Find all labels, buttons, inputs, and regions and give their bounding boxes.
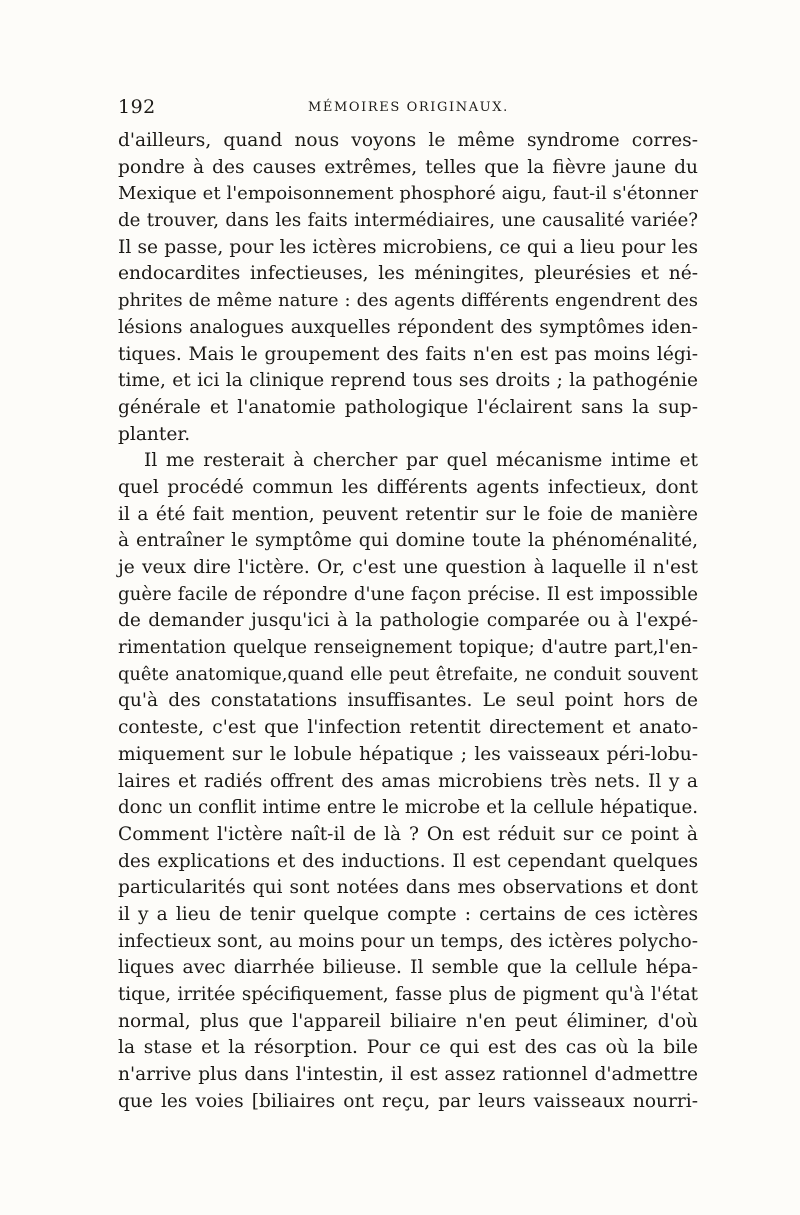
text-line: guère facile de répondre d'une façon précise. Il est impossible — [118, 583, 698, 605]
text-line: d'ailleurs, quand nous voyons le même syndrome corres- — [118, 130, 698, 151]
text-line: infectieux sont, au moins pour un temps, des ictères polycho- — [118, 930, 698, 952]
text-line: quel procédé commun les différents agents infectieux, dont — [118, 476, 698, 498]
text-line: qu'à des constatations insuffisantes. Le seul point hors de — [118, 690, 698, 712]
text-line: phrites de même nature : des agents différents engendrent des — [118, 290, 698, 312]
text-line: il a été fait mention, peuvent retentir sur le foie de manière — [118, 503, 698, 525]
text-line: endocardites infectieuses, les méningites, pleurésies et né- — [118, 263, 698, 285]
text-line: la stase et la résorption. Pour ce qui est des cas où la bile — [118, 1037, 698, 1059]
text-line: particularités qui sont notées dans mes observations et dont — [118, 877, 698, 899]
text-line: tique, irritée spécifiquement, fasse plus de pigment qu'à l'état — [118, 984, 698, 1005]
page-number: 192 — [118, 96, 156, 118]
text-line: n'arrive plus dans l'intestin, il est assez rationnel d'admettre — [118, 1064, 698, 1086]
text-line: planter. — [118, 423, 191, 445]
text-line: normal, plus que l'appareil biliaire n'en peut éliminer, d'où — [118, 1010, 698, 1032]
running-head: MÉMOIRES ORIGINAUX. — [308, 100, 509, 115]
text-line: rimentation quelque renseignement topique; d'autre part,l'en- — [118, 637, 698, 659]
text-line: lésions analogues auxquelles répondent des symptômes iden- — [118, 316, 698, 338]
text-line: tiques. Mais le groupement des faits n'en est pas moins légi- — [118, 343, 698, 365]
text-line: laires et radiés offrent des amas microbiens très nets. Il y a — [118, 770, 698, 792]
text-line: que les voies [biliaires ont reçu, par leurs vaisseaux nourri- — [118, 1090, 698, 1112]
text-line: à entraîner le symptôme qui domine toute la phénoménalité, — [118, 530, 698, 552]
text-line: générale et l'anatomie pathologique l'éclairent sans la sup- — [118, 396, 698, 418]
text-line: donc un conflit intime entre le microbe et la cellule hépatique. — [118, 797, 698, 819]
text-line: Comment l'ictère naît-il de là ? On est réduit sur ce point à — [118, 823, 698, 845]
body-text — [118, 128, 698, 1115]
text-line: de trouver, dans les faits intermédiaires, une causalité variée? — [118, 210, 698, 232]
text-line: Il me resterait à chercher par quel mécanisme intime et — [144, 450, 698, 472]
text-line: time, et ici la clinique reprend tous ses droits ; la pathogénie — [118, 370, 698, 392]
text-line: miquement sur le lobule hépatique ; les vaisseaux péri-lobu- — [118, 743, 698, 765]
text-line: des explications et des inductions. Il est cependant quelques — [118, 850, 698, 872]
text-line: liques avec diarrhée bilieuse. Il semble que la cellule hépa- — [118, 957, 698, 979]
text-line: je veux dire l'ictère. Or, c'est une question à laquelle il n'est — [118, 557, 698, 578]
text-line: conteste, c'est que l'infection retentit directement et anato- — [118, 717, 698, 739]
text-line: pondre à des causes extrêmes, telles que la fièvre jaune du — [118, 156, 698, 178]
text-line: Il se passe, pour les ictères microbiens, ce qui a lieu pour les — [118, 236, 698, 258]
text-line: de demander jusqu'ici à la pathologie comparée ou à l'expé- — [118, 610, 698, 632]
page-header — [118, 96, 698, 126]
text-line: Mexique et l'empoisonnement phosphoré aigu, faut-il s'étonner — [118, 183, 698, 205]
text-line: il y a lieu de tenir quelque compte : certains de ces ictères — [118, 903, 698, 925]
text-line: quête anatomique,quand elle peut êtrefaite, ne conduit souvent — [118, 663, 698, 685]
